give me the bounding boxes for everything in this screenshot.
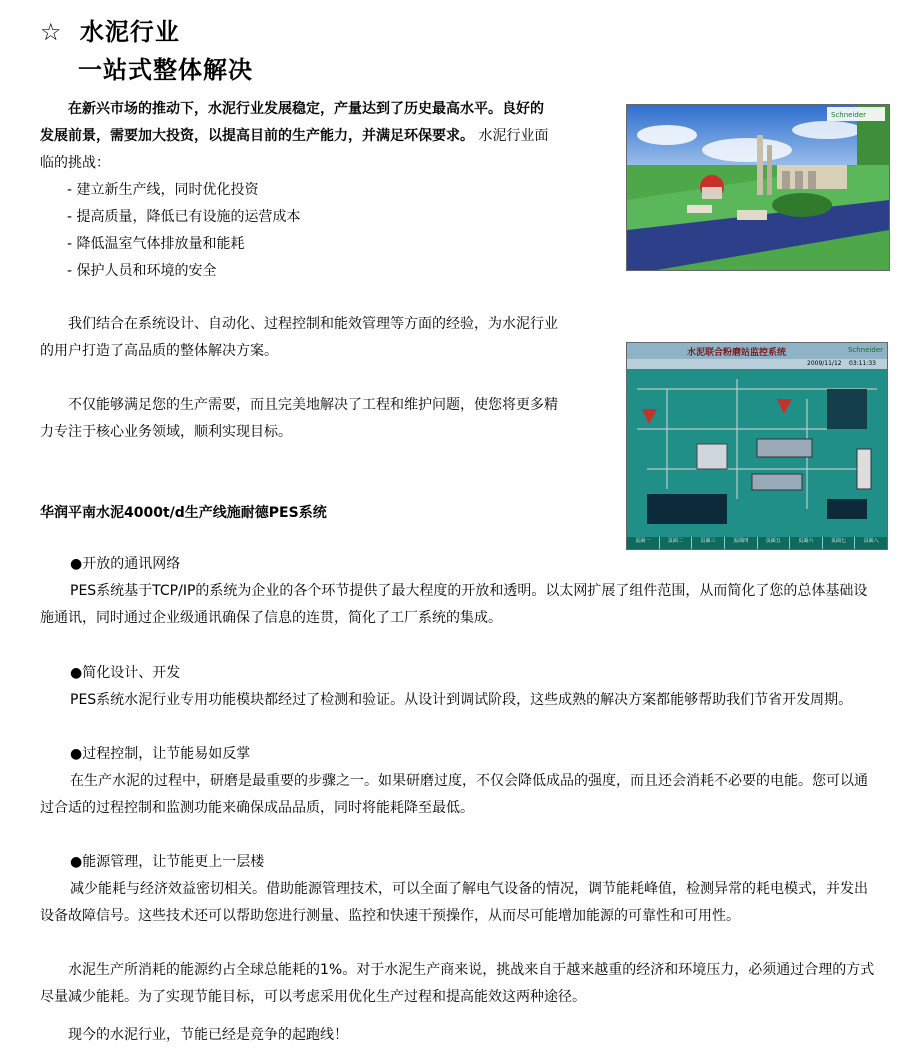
section-heading: ●能源管理，让节能更上一层楼 [70, 854, 265, 870]
feature-section: ●简化设计、开发 PES系统水泥行业专用功能模块都经过了检测和验证。从设计到调试阶段，这些成熟的解决方案都能够帮助我们节省开发周期。 [40, 660, 910, 714]
scada-nav-bar [627, 537, 887, 549]
intro-line: 在新兴市场的推动下，水泥行业发展稳定，产量达到了历史最高水平。良好的 [68, 101, 544, 117]
plant-overview-image [626, 104, 890, 271]
scada-nav-button[interactable]: 页面八 [863, 538, 879, 544]
scada-nav-button[interactable]: 页面三 [692, 537, 725, 549]
benefit-paragraph: 不仅能够满足您的生产需要，而且完美地解决了工程和维护问题，使您将更多精 力专注于核心业务领域，顺利实现目标。 [40, 397, 558, 440]
intro-paragraph [40, 96, 600, 285]
challenge-item: - 提高质量，降低已有设施的运营成本 [67, 209, 301, 225]
section-heading: ●过程控制，让节能易如反掌 [70, 746, 251, 762]
star-icon: ☆ [40, 18, 63, 46]
energy-paragraph: 水泥生产所消耗的能源约占全球总能耗的1%。对于水泥生产商来说，挑战来自于越来越重的经济和环境压力，必须通过合理的方式 尽量减少能耗。为了实现节能目标，可以考虑采用优化生产过程和提高能效这两种途径。 [40, 962, 875, 1005]
brand-logo: Schneider [831, 111, 867, 119]
feature-section: ●能源管理，让节能更上一层楼 减少能耗与经济效益密切相关。借助能源管理技术，可以全面了解电气设备的情况，调节能耗峰值，检测异常的耗电模式，并发出 设备故障信号。这些技术还可以帮助您进行测量、监控和快速干预操作，从而尽可能增加能源的可靠性和可用性。 [40, 849, 910, 930]
scada-nav-button[interactable]: 页面二 [660, 537, 693, 549]
section-heading: ●开放的通讯网络 [70, 556, 181, 572]
scada-time: 03:11:33 [849, 360, 876, 367]
case-title: 华润平南水泥4000t/d生产线施耐德PES系统 [40, 505, 327, 521]
scada-screen-image [626, 342, 888, 550]
feature-section: ●开放的通讯网络 PES系统基于TCP/IP的系统为企业的各个环节提供了最大程度的开放和透明。以太网扩展了组件范围，从而简化了您的总体基础设 施通讯，同时通过企业级通讯确保了信息的连贯，简化了工厂系统的集成。 [40, 551, 910, 632]
feature-section: ●过程控制，让节能易如反掌 在生产水泥的过程中，研磨是最重要的步骤之一。如果研磨过度，不仅会降低成品的强度，而且还会消耗不必要的电能。您可以通 过合适的过程控制和监测功能来确保成品品质，同时将能耗降至最低。 [40, 741, 910, 822]
page-heading [40, 12, 180, 47]
plant-illustration [627, 105, 889, 270]
scada-status-bar [627, 359, 887, 369]
challenge-item: - 保护人员和环境的安全 [67, 263, 217, 279]
intro-line: 发展前景，需要加大投资，以提高目前的生产能力，并满足环保要求。 水泥行业面 [40, 128, 549, 144]
intro-line: 临的挑战： [40, 155, 110, 171]
experience-paragraph: 我们结合在系统设计、自动化、过程控制和能效管理等方面的经验，为水泥行业 的用户打造了高品质的整体解决方案。 [40, 316, 558, 359]
scada-title-bar [627, 343, 887, 359]
challenge-item: - 降低温室气体排放量和能耗 [67, 236, 245, 252]
page-subtitle: 一站式整体解决 [78, 56, 253, 84]
section-heading: ●简化设计、开发 [70, 665, 181, 681]
scada-nav-button[interactable]: 页面一 [627, 537, 660, 549]
scada-process-diagram [627, 369, 887, 533]
challenge-item: - 建立新生产线，同时优化投资 [67, 182, 259, 198]
brand-logo: Schneider [847, 346, 883, 354]
scada-title: 水泥联合粉磨站监控系统 [687, 348, 787, 358]
scada-nav-button[interactable]: 页面五 [758, 537, 791, 549]
scada-nav-button[interactable]: 页面四 [725, 537, 758, 549]
scada-nav-button[interactable]: 页面六 [790, 537, 823, 549]
page-title: 水泥行业 [79, 18, 180, 46]
closing-line: 现今的水泥行业，节能已经是竞争的起跑线！ [68, 1027, 348, 1043]
scada-date: 2009/11/12 [807, 360, 842, 367]
scada-nav-button[interactable]: 页面七 [823, 537, 856, 549]
